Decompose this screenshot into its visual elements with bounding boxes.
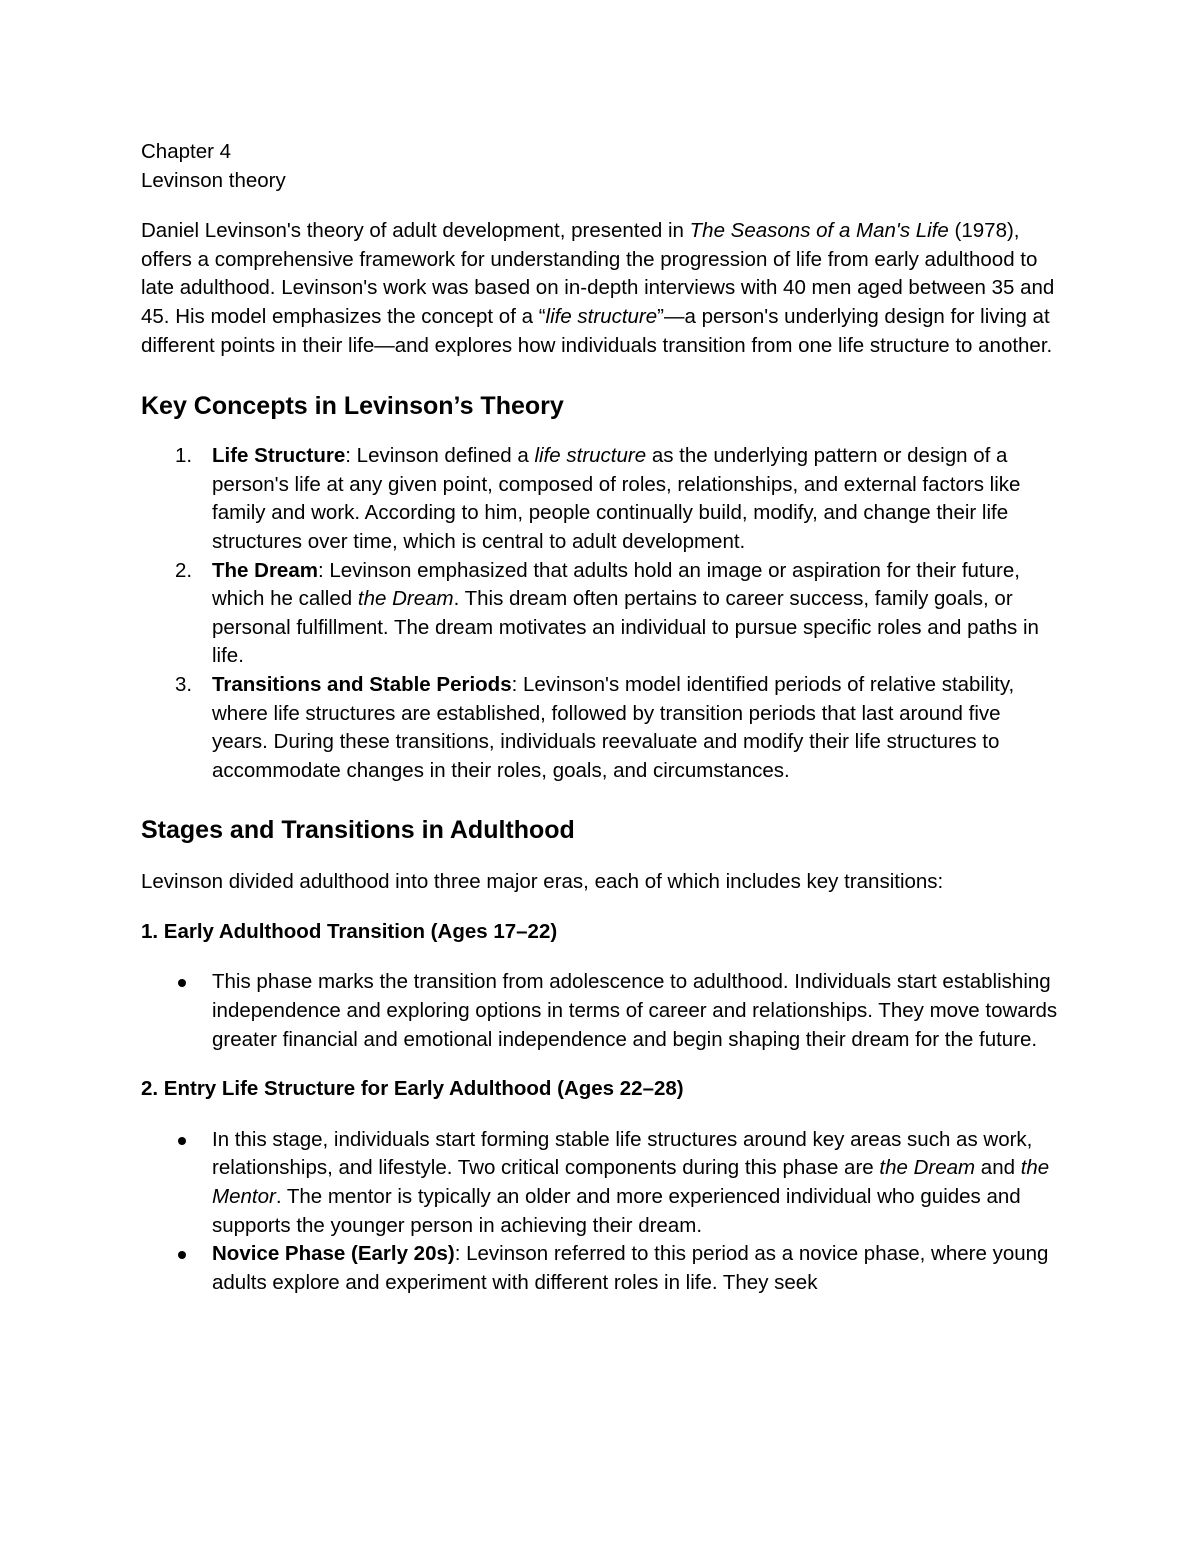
intro-text-1: Daniel Levinson's theory of adult development, presented in: [141, 219, 690, 243]
concept-title: Transitions and Stable Periods: [212, 672, 512, 696]
list-item: [141, 1126, 1061, 1240]
list-item: [141, 442, 1061, 556]
dream-term: the Dream: [879, 1156, 976, 1180]
era1-bullets: [141, 968, 1061, 1054]
concept-title: The Dream: [212, 558, 318, 582]
list-number: 3.: [175, 672, 193, 696]
list-number: 2.: [175, 558, 193, 582]
bullet-icon: [178, 979, 186, 987]
book-title: The Seasons of a Man's Life: [689, 219, 949, 243]
key-concepts-heading: Key Concepts in Levinson’s Theory: [141, 392, 564, 421]
bullet-text: : Levinson referred to this period as a novice phase, where young adults explore and experiment with different roles in life. They seek: [212, 1242, 1049, 1294]
bullet-icon: [178, 1137, 186, 1145]
concept-italic: the Dream: [357, 587, 454, 611]
list-item: [141, 1240, 1061, 1297]
chapter-subtitle: Levinson theory: [141, 168, 286, 192]
concept-title: Life Structure: [212, 444, 346, 468]
intro-text-2: (1978), offers a comprehensive framework for understanding the progression of life from early adulthood to late adulthood. Levinson's work was based on in-depth interviews with 40 men aged between 35 and 45. His model emphasizes the concept of a “: [141, 219, 1055, 328]
mentor-term: the Mentor: [212, 1156, 1050, 1209]
bullet-text: This phase marks the transition from adolescence to adulthood. Individuals start establishing independence and exploring options in terms of career and relationships. They move towards greater financial and emotional independence and begin shaping their dream for the future.: [212, 970, 1058, 1051]
era2-bullets: [141, 1126, 1061, 1298]
intro-paragraph: [141, 217, 1061, 360]
concept-text: : Levinson's model identified periods of relative stability, where life structures are established, followed by transition periods that last around five years. During these transitions, individuals reevaluate and modify their life structures to accommodate changes in their roles, goals, and circumstances.: [212, 672, 1015, 782]
key-concepts-list: [141, 442, 1061, 785]
concept-italic: life structure: [534, 444, 647, 468]
list-item: [141, 968, 1061, 1054]
novice-phase-title: Novice Phase (Early 20s): [212, 1242, 455, 1266]
era1-heading: 1. Early Adulthood Transition (Ages 17–22): [141, 919, 558, 943]
concept-text: . This dream often pertains to career success, family goals, or personal fulfillment. The dream motivates an individual to pursue specific roles and paths in life.: [212, 587, 1039, 668]
life-structure-term: life structure: [545, 304, 658, 328]
list-number: 1.: [175, 444, 193, 468]
bullet-icon: [178, 1251, 186, 1259]
list-item: [141, 557, 1061, 671]
bullet-text: In this stage, individuals start forming stable life structures around key areas such as work, relationships, and lifestyle. Two critical components during this phase are: [212, 1127, 1033, 1180]
era2-heading: 2. Entry Life Structure for Early Adulthood (Ages 22–28): [141, 1077, 684, 1101]
list-item: [141, 671, 1061, 785]
bullet-text: and: [975, 1156, 1021, 1180]
concept-text: : Levinson defined a: [345, 444, 535, 468]
concept-text: : Levinson emphasized that adults hold an image or aspiration for their future, which he called: [212, 558, 1020, 611]
document-page: [141, 138, 1061, 1297]
stages-intro: Levinson divided adulthood into three major eras, each of which includes key transitions:: [141, 870, 944, 894]
stages-heading: Stages and Transitions in Adulthood: [141, 816, 575, 845]
intro-text-3: ”—a person's underlying design for living at different points in their life—and explores how individuals transition from one life structure to another.: [141, 304, 1053, 357]
concept-text: as the underlying pattern or design of a person's life at any given point, composed of roles, relationships, and external factors like family and work. According to him, people continually build, modify, and change their life structures over time, which is central to adult development.: [212, 444, 1021, 553]
chapter-label: Chapter 4: [141, 140, 232, 163]
bullet-text: . The mentor is typically an older and more experienced individual who guides and supports the younger person in achieving their dream.: [212, 1185, 1021, 1237]
